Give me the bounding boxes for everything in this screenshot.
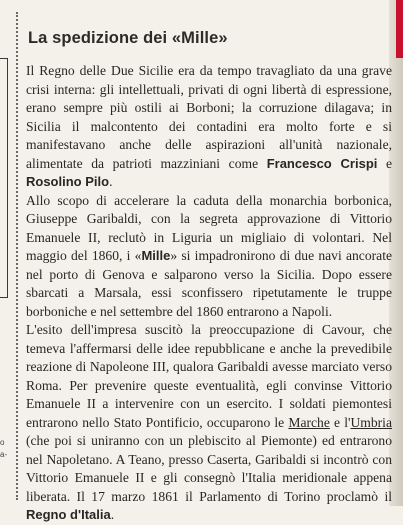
p3-text-3: (che poi si uniranno con un plebiscito al Piemonte) ed entrarono nel Napoletano. A Teano, presso Caserta, Garibaldi si incontrò con Vittorio Emanuele II e gli consegnò l'Italia meridionale appena liberata. Il 17 marzo 1861 il Parlamento di Torino proclamò il (26, 433, 392, 504)
margin-fragment-2: a- (0, 450, 8, 459)
p3-text-1: L'esito dell'impresa suscitò la preoccupazione di Cavour, che temeva l'affermarsi delle idee repubblicane e anche la prevedibile reazione di Napoleone III, qualora Garibaldi avesse marciato verso Roma. Per prevenire queste eventualità, egli convinse Vittorio Emanuele II a intervenire con un esercito. I soldati piemontesi entrarono nello Stato Pontificio, occuparono le (26, 322, 392, 430)
p2-text-2: » si impadronirono di due navi ancorate nel porto di Genova e salparono verso la Sicilia. Dopo essere sbarcati a Marsala, essi sconfissero ripetutamente le truppe borboniche e nel settembre del 1860 entrarono a Napoli. (26, 248, 393, 319)
p3-text-4: . (110, 507, 115, 522)
red-corner-marker (396, 0, 403, 58)
p1-text-1: Il Regno delle Due Sicilie era da tempo travagliato da una grave crisi interna: gli intellettuali, privati di ogni libertà di espressione, erano sempre più ostili ai Borboni; la corruzione dilagava; in Sicilia il malcontento dei contadini era molto forte e si manifestavano anche delle aspirazioni all'unità nazionale, alimentate da patrioti mazziniani come (26, 63, 392, 171)
paragraph-2 (26, 192, 392, 322)
p1-text-3: . (109, 174, 113, 189)
paragraph-3 (26, 321, 392, 525)
paragraph-1 (26, 62, 392, 192)
p2-text-1: Allo scopo di accelerare la caduta della monarchia borbonica, Giuseppe Garibaldi, con la segreta approvazione di Vittorio Emanuele II, reclutò in Liguria un migliaio di volontari. Nel maggio del 1860, i « (26, 192, 392, 263)
section-title: La spedizione dei «Mille» (28, 29, 228, 47)
article (26, 29, 392, 525)
left-margin-box (0, 58, 8, 298)
dotted-divider (16, 12, 18, 500)
margin-fragment-1: o (0, 438, 5, 447)
p1-bold-pilo: Rosolino Pilo (26, 174, 110, 189)
p3-link-umbria: Umbria (350, 414, 392, 430)
p2-bold-mille: Mille (141, 248, 171, 263)
p3-bold-regno: Regno d'Italia (26, 507, 111, 522)
p1-bold-crispi: Francesco Crispi (266, 155, 378, 171)
p3-text-2: e l' (329, 414, 351, 430)
p1-text-2: e (377, 155, 392, 171)
p3-link-marche: Marche (288, 414, 330, 430)
